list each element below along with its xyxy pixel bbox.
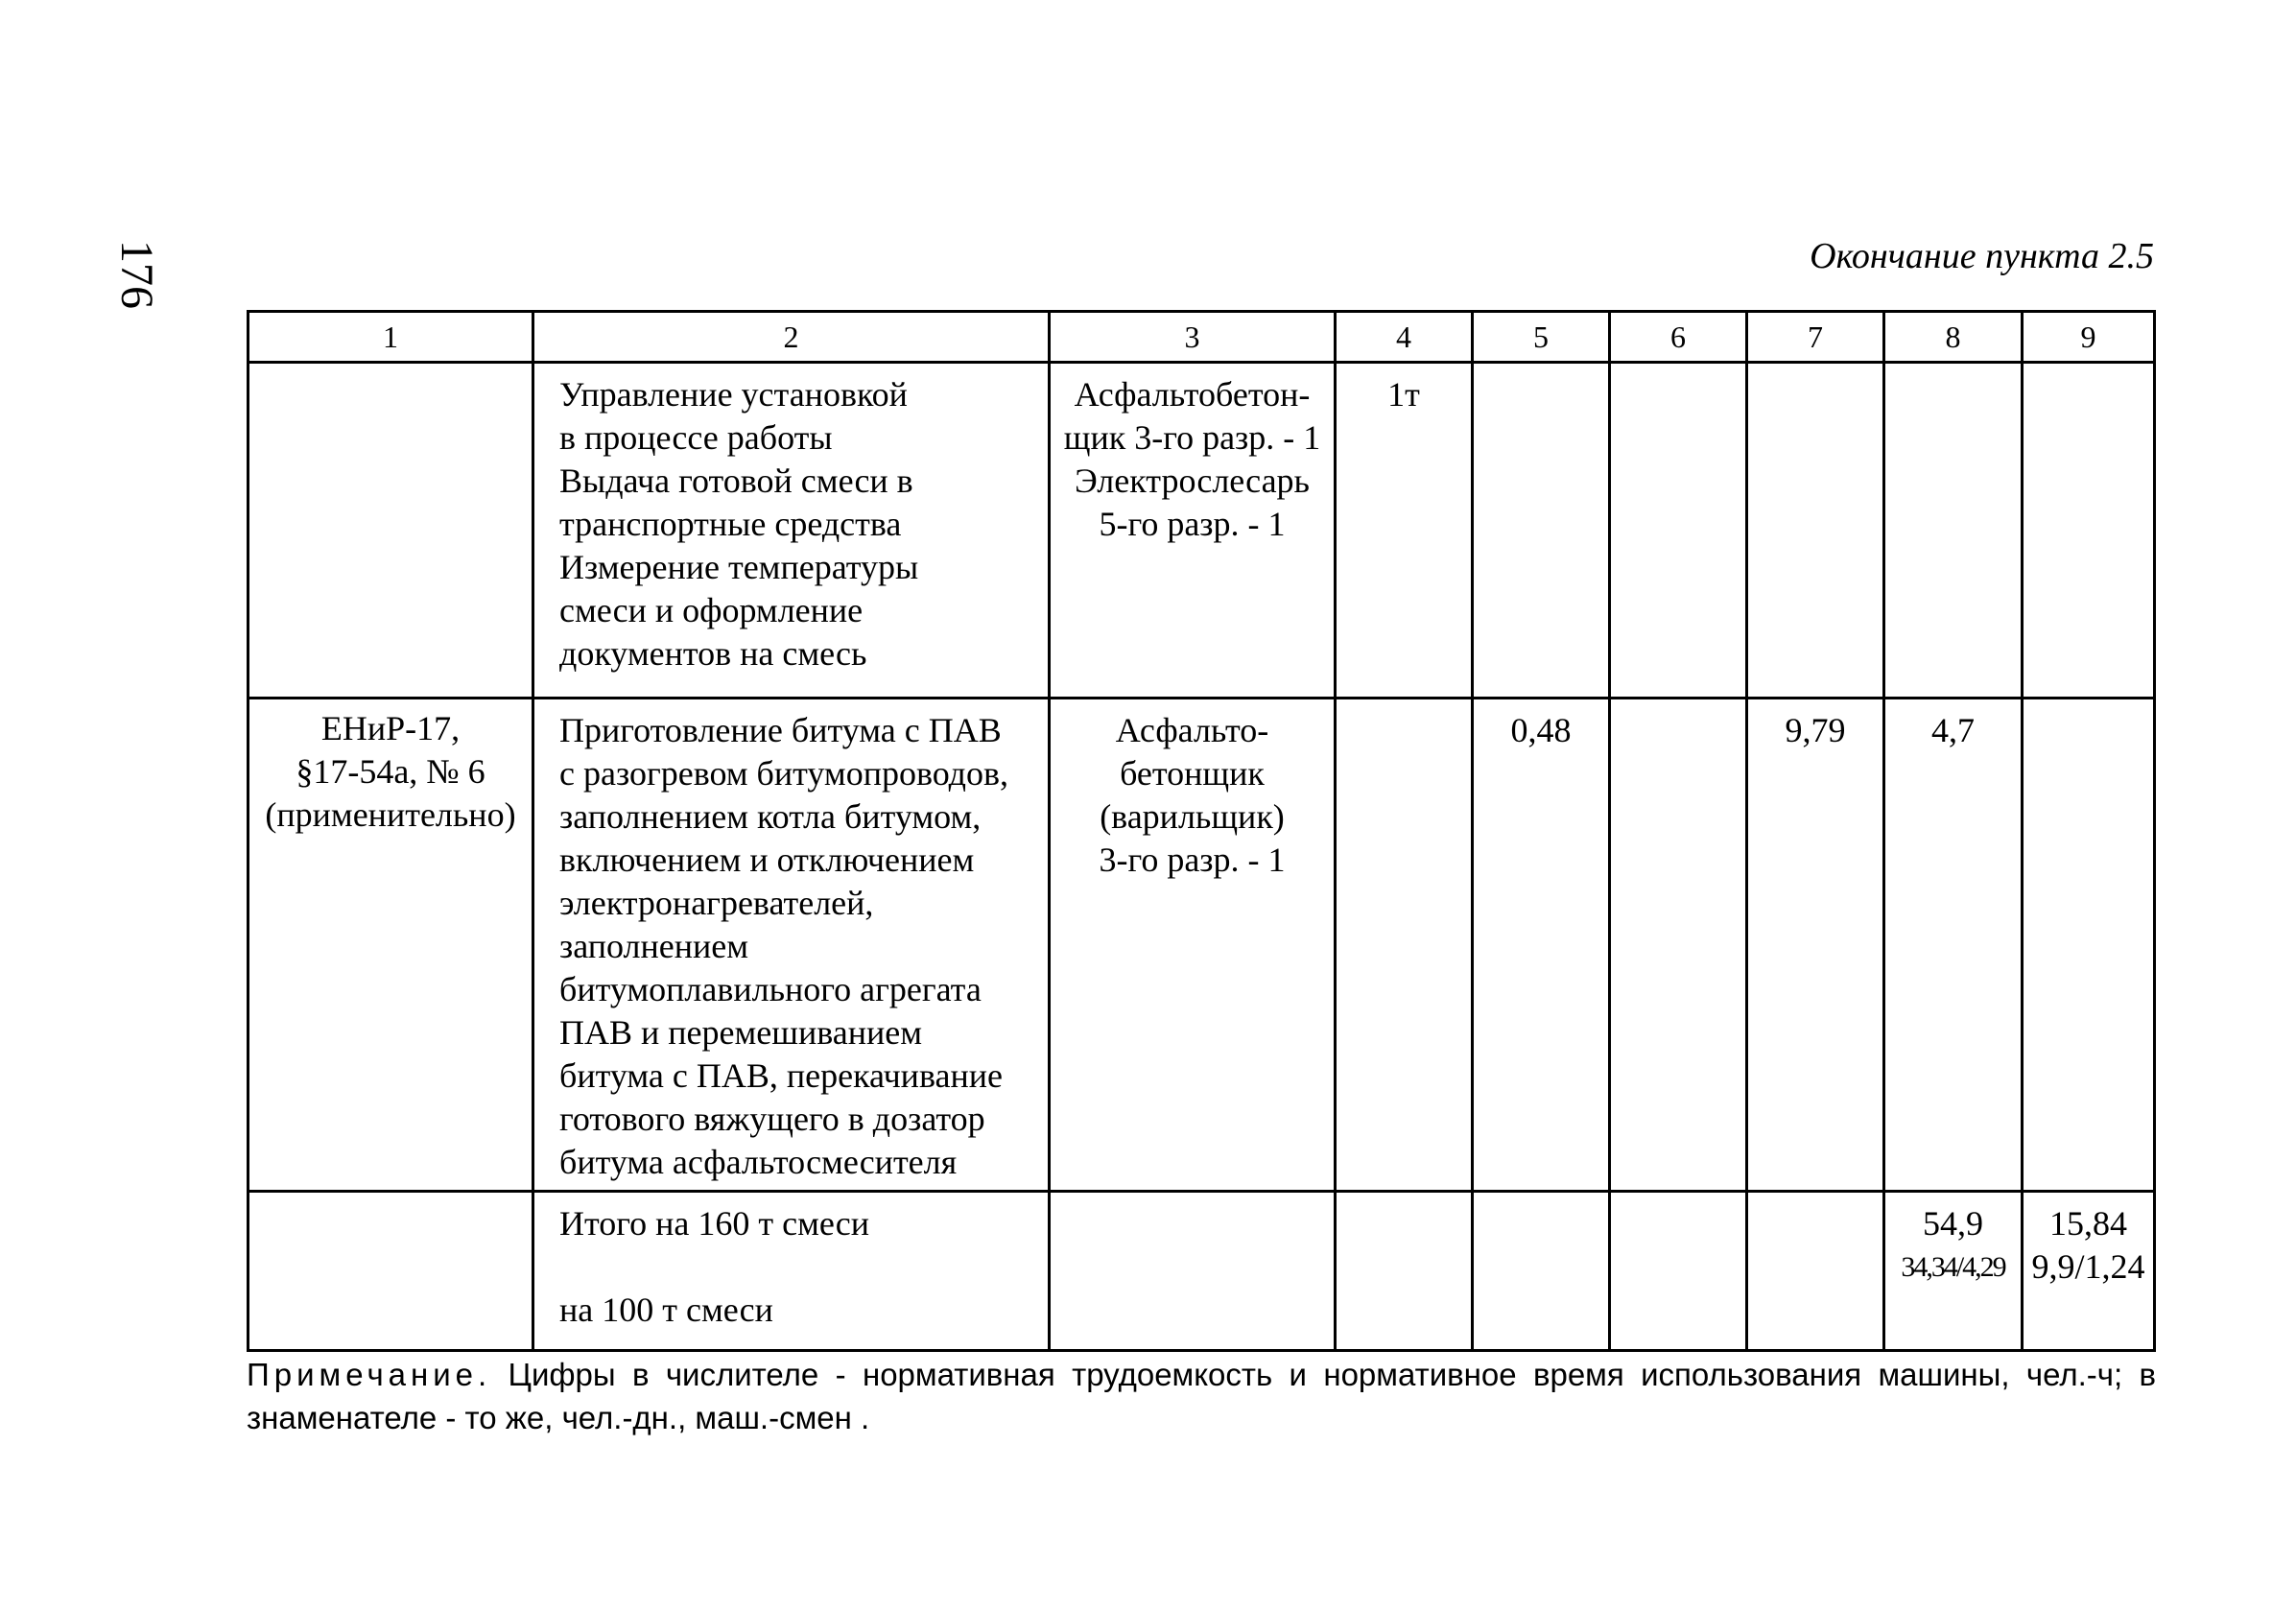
- header-cell-8: 8: [1884, 312, 2023, 363]
- row2-operation-line: Приготовление битума с ПАВ: [559, 711, 1002, 749]
- row2-operation-line: битума с ПАВ, перекачивание: [559, 1056, 1003, 1095]
- row1-worker-line: щик 3-го разр. - 1: [1063, 418, 1321, 457]
- row1-source: [249, 363, 533, 699]
- total-row-col7: [1747, 1192, 1884, 1351]
- row2-operation-line: битума асфальтосмесителя: [559, 1143, 958, 1181]
- row2-col4: [1336, 699, 1473, 1192]
- row2-worker-line: бетонщик: [1120, 754, 1265, 793]
- row1-operation-line: Измерение температуры: [559, 548, 919, 586]
- header-cell-2: 2: [533, 312, 1050, 363]
- header-cell-9: 9: [2023, 312, 2155, 363]
- note-label: Примечание.: [247, 1357, 492, 1392]
- row2-operation-line: ПАВ и перемешиванием: [559, 1013, 923, 1052]
- row1-col4: 1т: [1336, 363, 1473, 699]
- total-col8-fraction: 34,34/4,29: [1901, 1251, 2005, 1283]
- row1-col7: [1747, 363, 1884, 699]
- row2-worker-line: Асфальто-: [1115, 711, 1269, 749]
- row2-operation-line: с разогревом битумопроводов,: [559, 754, 1008, 793]
- header-cell-6: 6: [1610, 312, 1747, 363]
- header-cell-5: 5: [1473, 312, 1610, 363]
- row2-col9: [2023, 699, 2155, 1192]
- row2-operations: [533, 699, 1050, 1192]
- row2-worker-line: (варильщик): [1100, 797, 1285, 836]
- total-label-100: на 100 т смеси: [559, 1291, 773, 1329]
- total-row-source: [249, 1192, 533, 1351]
- table-row: [249, 363, 2155, 699]
- row1-worker-line: 5-го разр. - 1: [1099, 505, 1286, 543]
- row2-col6: [1610, 699, 1747, 1192]
- row1-workers: [1050, 363, 1336, 699]
- total-label-160: Итого на 160 т смеси: [559, 1204, 869, 1243]
- row1-operation-line: смеси и оформление: [559, 591, 864, 629]
- total-row-label: [533, 1192, 1050, 1351]
- row1-operation-line: в процессе работы: [559, 418, 833, 457]
- total-row-col6: [1610, 1192, 1747, 1351]
- row1-col9: [2023, 363, 2155, 699]
- row2-source: [249, 699, 533, 1192]
- table-total-row: [249, 1192, 2155, 1351]
- note-text: Цифры в числителе - нормативная трудоемкость и нормативное время использования машины, чел.-ч; в знаменателе - то же, чел.-дн., маш.-смен .: [247, 1357, 2156, 1435]
- row2-col5: 0,48: [1473, 699, 1610, 1192]
- total-row-col3: [1050, 1192, 1336, 1351]
- row2-operation-line: заполнением котла битумом,: [559, 797, 982, 836]
- row2-source-line: ЕНиР-17,: [320, 709, 461, 747]
- row1-col8: [1884, 363, 2023, 699]
- row2-col7: 9,79: [1747, 699, 1884, 1192]
- total-row-col9: [2023, 1192, 2155, 1351]
- row1-operation-line: транспортные средства: [559, 505, 902, 543]
- header-cell-7: 7: [1747, 312, 1884, 363]
- row1-col5: [1473, 363, 1610, 699]
- row1-worker-line: Асфальтобетон-: [1074, 375, 1311, 414]
- table-caption: Окончание пункта 2.5: [1810, 236, 2154, 276]
- header-cell-1: 1: [249, 312, 533, 363]
- row2-workers: [1050, 699, 1336, 1192]
- table-row: [249, 699, 2155, 1192]
- header-cell-4: 4: [1336, 312, 1473, 363]
- row2-operation-line: битумоплавильного агрегата: [559, 970, 982, 1008]
- row2-col8: 4,7: [1884, 699, 2023, 1192]
- row2-worker-line: 3-го разр. - 1: [1099, 841, 1286, 879]
- row1-worker-line: Электрослесарь: [1075, 462, 1310, 500]
- table-note: [247, 1353, 2156, 1439]
- norms-table: [247, 310, 2156, 1352]
- row2-source-line: (применительно): [265, 795, 516, 834]
- header-cell-3: 3: [1050, 312, 1336, 363]
- row1-col6: [1610, 363, 1747, 699]
- total-col9-value: 15,84: [2049, 1204, 2127, 1243]
- row2-operation-line: готового вяжущего в дозатор: [559, 1100, 985, 1138]
- page-number: 176: [111, 240, 162, 309]
- row2-operation-line: заполнением: [559, 927, 749, 965]
- row1-operations: [533, 363, 1050, 699]
- total-col8-value: 54,9: [1923, 1204, 1983, 1243]
- row1-operation-line: Выдача готовой смеси в: [559, 462, 913, 500]
- total-col9-fraction: 9,9/1,24: [2031, 1247, 2145, 1286]
- total-row-col4: [1336, 1192, 1473, 1351]
- table-header-row: [249, 312, 2155, 363]
- row2-operation-line: включением и отключением: [559, 841, 975, 879]
- total-row-col8: [1884, 1192, 2023, 1351]
- row2-source-line: §17-54а, № 6: [296, 752, 485, 791]
- row1-operation-line: документов на смесь: [559, 634, 867, 673]
- row2-operation-line: электронагревателей,: [559, 884, 874, 922]
- row1-operation-line: Управление установкой: [559, 375, 908, 414]
- total-row-col5: [1473, 1192, 1610, 1351]
